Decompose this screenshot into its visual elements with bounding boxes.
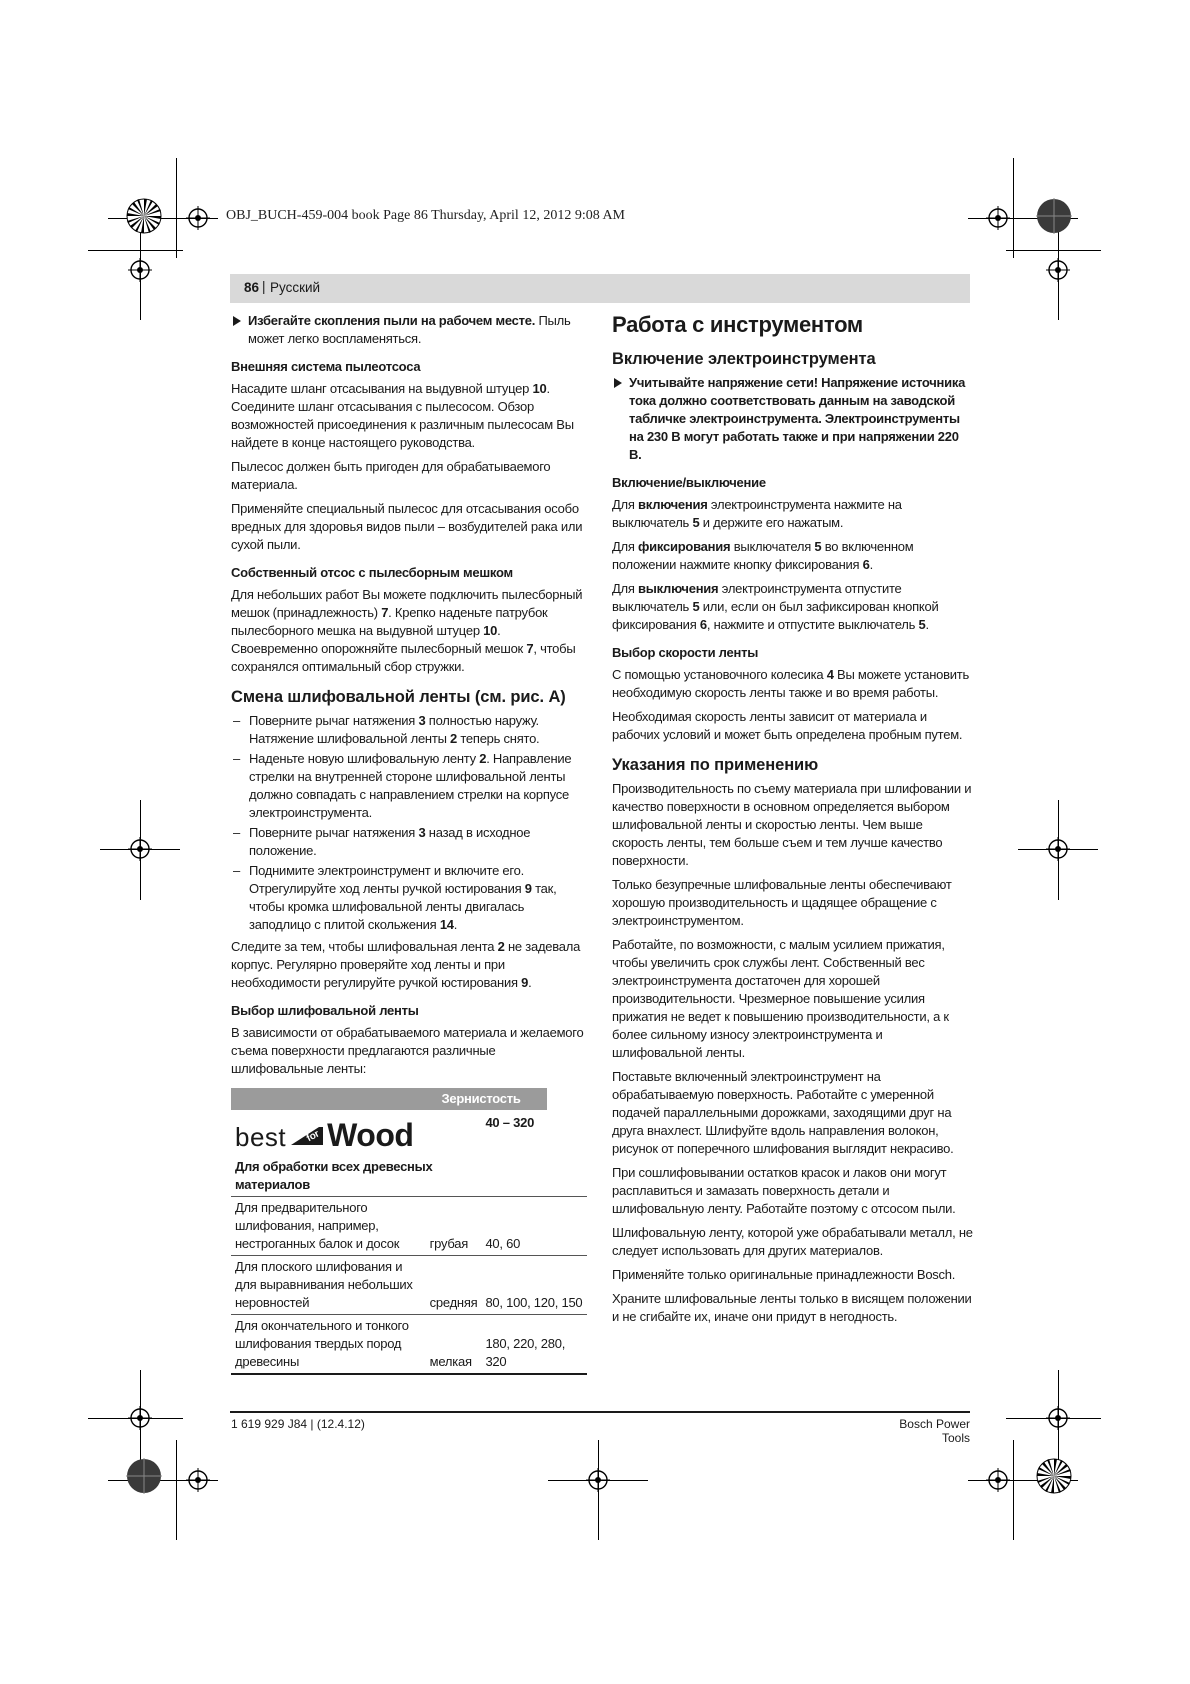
gray-target-icon — [1036, 198, 1072, 234]
file-info: OBJ_BUCH-459-004 book Page 86 Thursday, April 12, 2012 9:08 AM — [226, 208, 625, 223]
dust-warning: Избегайте скопления пыли на рабочем месте. Пыль может легко воспламеняться. — [231, 312, 588, 348]
ext-dust-title: Внешняя система пылеотсоса — [231, 359, 421, 374]
tips-paragraph: При сошлифовывании остатков красок и лаков они могут расплавиться и замазать поверхность детали и шлифовальную ленту. Работайте поэтому с отсосом пыли. — [612, 1165, 956, 1216]
table-cell-grit: 40, 60 — [481, 1197, 587, 1256]
best-for-wood-logo — [235, 1116, 477, 1152]
tips-paragraph: Производительность по съему материала при шлифовании и качество поверхности в основном определяется выбором шлифовальной ленты и скоростью ленты. Чем выше скорость ленты, тем больше съем и тем лучше качество поверхности. — [612, 781, 972, 868]
voltage-warning: Учитывайте напряжение сети! Напряжение источника тока должно соответствовать данным на заводской табличке электроинструмента. Электроинструменты на 230 В могут работать также и при напряжении 220 В. — [612, 374, 974, 464]
table-cell-grade: средняя — [426, 1256, 482, 1315]
registration-mark-icon — [128, 258, 152, 282]
grit-header-label: Зернистость — [441, 1091, 521, 1106]
table-cell-desc: Для плоского шлифования и для выравнивания небольших неровностей — [231, 1256, 426, 1315]
table-cell-desc: Для окончательного и тонкого шлифования твердых пород древесины — [231, 1315, 426, 1375]
table-cell-grade: мелкая — [426, 1315, 482, 1375]
crop-line — [176, 1440, 177, 1540]
tips-paragraph: Поставьте включенный электроинструмент на обрабатываемую поверхность. Работайте с умеренной подачей параллельными дорожками, заходящими друг на друга внахлест. Шлифуйте вдоль направления волокон, рисунок от поперечного шлифования выглядит некрасиво. — [612, 1069, 954, 1156]
page-number: 86 — [244, 280, 260, 295]
registration-mark-icon — [186, 206, 210, 230]
table-cell-desc: Для предварительного шлифования, например, нестроганных балок и досок — [231, 1197, 426, 1256]
ext-dust-paragraph: Насадите шланг отсасывания на выдувной штуцер 10. Соедините шланг отсасывания с пылесосом. Обзор возможностей присоединения к различным пылесосам Вы найдете в конце настоящего руководства. — [231, 381, 574, 450]
registration-mark-icon — [128, 1406, 152, 1430]
warning-arrow-icon — [233, 316, 241, 326]
tips-paragraph: Храните шлифовальные ленты только в висящем положении и не сгибайте их, иначе они придут в негодность. — [612, 1291, 972, 1324]
table-row — [231, 1110, 587, 1197]
crop-line — [176, 158, 177, 258]
ext-dust-paragraph: Пылесос должен быть пригоден для обрабатываемого материала. — [231, 459, 551, 492]
onoff-paragraph: Для фиксирования выключателя 5 во включенном положении нажмите кнопку фиксирования 6. — [612, 539, 914, 572]
right-column — [612, 312, 974, 1332]
belt-follow-paragraph: Следите за тем, чтобы шлифовальная лента 2 не задевала корпус. Регулярно проверяйте ход ленты и при необходимости регулируйте ручкой юстирования 9. — [231, 939, 581, 990]
logo-best: best — [235, 1122, 287, 1152]
registration-mark-icon — [1046, 837, 1070, 861]
gray-target-icon — [126, 1458, 162, 1494]
grit-table-header — [231, 1088, 587, 1110]
speed-title: Выбор скорости ленты — [612, 645, 759, 660]
header-separator: | — [262, 279, 266, 294]
registration-mark-icon — [586, 1468, 610, 1492]
table-cell-grade: грубая — [426, 1197, 482, 1256]
star-target-icon — [126, 198, 162, 234]
belt-select-paragraph: В зависимости от обрабатываемого материала и желаемого съема поверхности предлагаются различные шлифовальные ленты: — [231, 1025, 584, 1076]
footer-doc-number: 1 619 929 J84 | (12.4.12) — [231, 1417, 365, 1431]
footer-rule — [230, 1411, 970, 1413]
list-item: – Поверните рычаг натяжения 3 полностью наружу. Натяжение шлифовальной ленты 2 теперь снято. — [231, 712, 588, 748]
list-item: – Наденьте новую шлифовальную ленту 2. Направление стрелки на внутренней стороне шлифовальной ленты должно совпадать с направлением стрелки на корпусе электроинструмента. — [231, 750, 588, 822]
belt-steps-list — [231, 712, 588, 934]
onoff-title: Включение/выключение — [612, 475, 766, 490]
belt-change-title: Смена шлифовальной ленты (см. рис. А) — [231, 688, 566, 706]
list-item: – Поверните рычаг натяжения 3 назад в исходное положение. — [231, 824, 588, 860]
belt-select-title: Выбор шлифовальной ленты — [231, 1003, 419, 1018]
table-cell-grit: 180, 220, 280, 320 — [481, 1315, 587, 1375]
own-dust-paragraph: Для небольших работ Вы можете подключить пылесборный мешок (принадлежность) 7. Крепко наденьте патрубок пылесборного мешка на выдувной штуцер 10. Своевременно опорожняйте пылесборный мешок 7, чтобы сохранялся оптимальный сбор стружки. — [231, 587, 583, 674]
tips-paragraph: Шлифовальную ленту, которой уже обрабатывали металл, не следует использовать для других материалов. — [612, 1225, 973, 1258]
crop-line — [1013, 158, 1014, 258]
tips-paragraph: Применяйте только оригинальные принадлежности Bosch. — [612, 1267, 956, 1282]
section-title: Работа с инструментом — [612, 312, 863, 337]
logo-wood: Wood — [327, 1117, 414, 1153]
onoff-paragraph: Для включения электроинструмента нажмите на выключатель 5 и держите его нажатым. — [612, 497, 902, 530]
crop-line — [1006, 250, 1101, 251]
header-language: Русский — [270, 280, 321, 295]
page-header — [230, 274, 970, 303]
list-item: – Поднимите электроинструмент и включите его. Отрегулируйте ход ленты ручкой юстирования 9 так, чтобы кромка шлифовальной ленты двигалась заподлицо с плитой скольжения 14. — [231, 862, 588, 934]
table-cell-grit: 80, 100, 120, 150 — [481, 1256, 587, 1315]
star-target-icon — [1036, 1458, 1072, 1494]
tips-paragraph: Работайте, по возможности, с малым усилием прижатия, чтобы увеличить срок службы лент. Собственный вес электроинструмента достаточен для хорошей производительности. Чрезмерное повышение усилия прижатия не ведет к повышению производительности, а к более сильному износу электроинструмента и шлифовальной ленты. — [612, 937, 949, 1060]
registration-mark-icon — [986, 1468, 1010, 1492]
tips-title: Указания по применению — [612, 756, 819, 774]
crop-line — [88, 250, 183, 251]
crop-line — [1013, 1440, 1014, 1540]
grit-table — [231, 1088, 587, 1375]
logo-for-badge-icon — [289, 1126, 325, 1146]
ext-dust-paragraph: Применяйте специальный пылесос для отсасывания особо вредных для здоровья видов пыли – возбудителей рака или сухой пыли. — [231, 501, 583, 552]
logo-for: for — [305, 1128, 322, 1145]
speed-paragraph: Необходимая скорость ленты зависит от материала и рабочих условий и может быть определена пробным путем. — [612, 709, 963, 742]
warning-arrow-icon — [614, 378, 622, 388]
own-dust-title: Собственный отсос с пылесборным мешком — [231, 565, 513, 580]
left-column — [231, 312, 588, 1375]
table-row — [231, 1256, 587, 1315]
registration-mark-icon — [1046, 258, 1070, 282]
registration-mark-icon — [128, 837, 152, 861]
onoff-paragraph: Для выключения электроинструмента отпустите выключатель 5 или, если он был зафиксирован кнопкой фиксирования 6, нажмите и отпустите выключатель 5. — [612, 581, 939, 632]
brand-grit-range: 40 – 320 — [485, 1115, 535, 1130]
start-title: Включение электроинструмента — [612, 350, 876, 368]
brand-description: Для обработки всех древесных материалов — [235, 1159, 433, 1192]
tips-paragraph: Только безупречные шлифовальные ленты обеспечивают хорошую производительность и щадящее обращение с электроинструментом. — [612, 877, 952, 928]
registration-mark-icon — [186, 1468, 210, 1492]
speed-paragraph: С помощью установочного колесика 4 Вы можете установить необходимую скорость ленты также и во время работы. — [612, 667, 970, 700]
footer-brand: Bosch Power Tools — [899, 1417, 970, 1445]
table-row — [231, 1315, 587, 1375]
registration-mark-icon — [986, 206, 1010, 230]
table-row — [231, 1197, 587, 1256]
registration-mark-icon — [1046, 1406, 1070, 1430]
